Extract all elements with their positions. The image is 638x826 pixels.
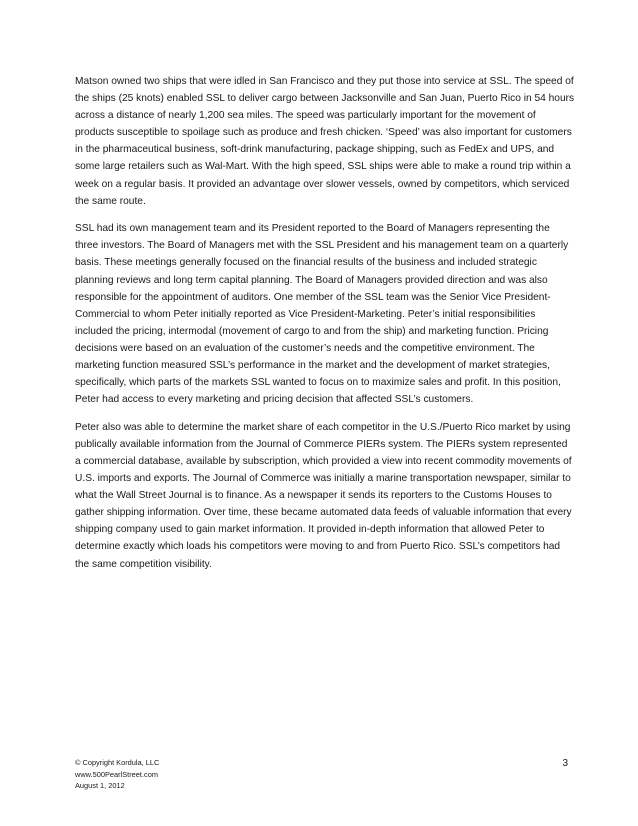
footer-website: www.500PearlStreet.com bbox=[75, 769, 158, 779]
paragraph-ssl-management: SSL had its own management team and its President reported to the Board of Managers representing the three investors. The Board of Managers met with the SSL President and his management team on a quarterly basis. These meetings generally focused on the financial results of the business and included strategic planning reviews and long term capital planning. The Board of Managers provided direction and was also responsible for the appointment of auditors. One member of the SSL team was the Senior Vice President-Commercial to whom Peter initially reported as Vice President-Marketing. Peter’s initial responsibilities included the pricing, intermodal (movement of cargo to and from the ship) and marketing function. Pricing decisions were based on an evaluation of the customer’s needs and the competitive environment. The marketing function measured SSL’s performance in the market and the development of market strategies, specifically, which parts of the markets SSL wanted to focus on to maximize sales and profit. In this position, Peter had access to every marketing and pricing decision that affected SSL’s customers. bbox=[75, 223, 569, 406]
paragraph-matson-ships: Matson owned two ships that were idled in San Francisco and they put those into service at SSL. The speed of the ships (25 knots) enabled SSL to deliver cargo between Jacksonville and San Juan, Puerto Rico in 54 hours across a distance of nearly 1,200 sea miles. The speed was particularly important for the movement of products susceptible to spoilage such as produce and fresh chicken. ‘Speed’ was also important for customers in the pharmaceutical business, soft-drink manufacturing, package shipping, such as FedEx and UPS, and some large retailers such as Wal-Mart. With the high speed, SSL ships were able to make a round trip within a week on a regular basis. It provided an advantage over slower vessels, owned by competitors, which serviced the same route. bbox=[75, 76, 575, 207]
paragraph-market-share: Peter also was able to determine the market share of each competitor in the U.S./Puerto Rico market by using publically available information from the Journal of Commerce PIERs system. The PIERs system represented a commercial database, available by subscription, which provided a view into recent commodity movements of U.S. imports and exports. The Journal of Commerce was initially a marine transportation newspaper, similar to what the Wall Street Journal is to finance. As a newspaper it sends its reporters to the Customs Houses to gather shipping information. Over time, these became automated data feeds of valuable information that every shipping company used to gain market information. It provided in-depth information that allowed Peter to determine exactly which loads his competitors were moving to and from Puerto Rico. SSL’s competitors had the same competition visibility. bbox=[75, 421, 572, 570]
footer-date: August 1, 2012 bbox=[75, 781, 125, 791]
page-number: 3 bbox=[562, 758, 568, 769]
footer-copyright: © Copyright Kordula, LLC bbox=[75, 758, 160, 767]
document-body bbox=[75, 73, 575, 583]
page-footer bbox=[75, 757, 275, 792]
